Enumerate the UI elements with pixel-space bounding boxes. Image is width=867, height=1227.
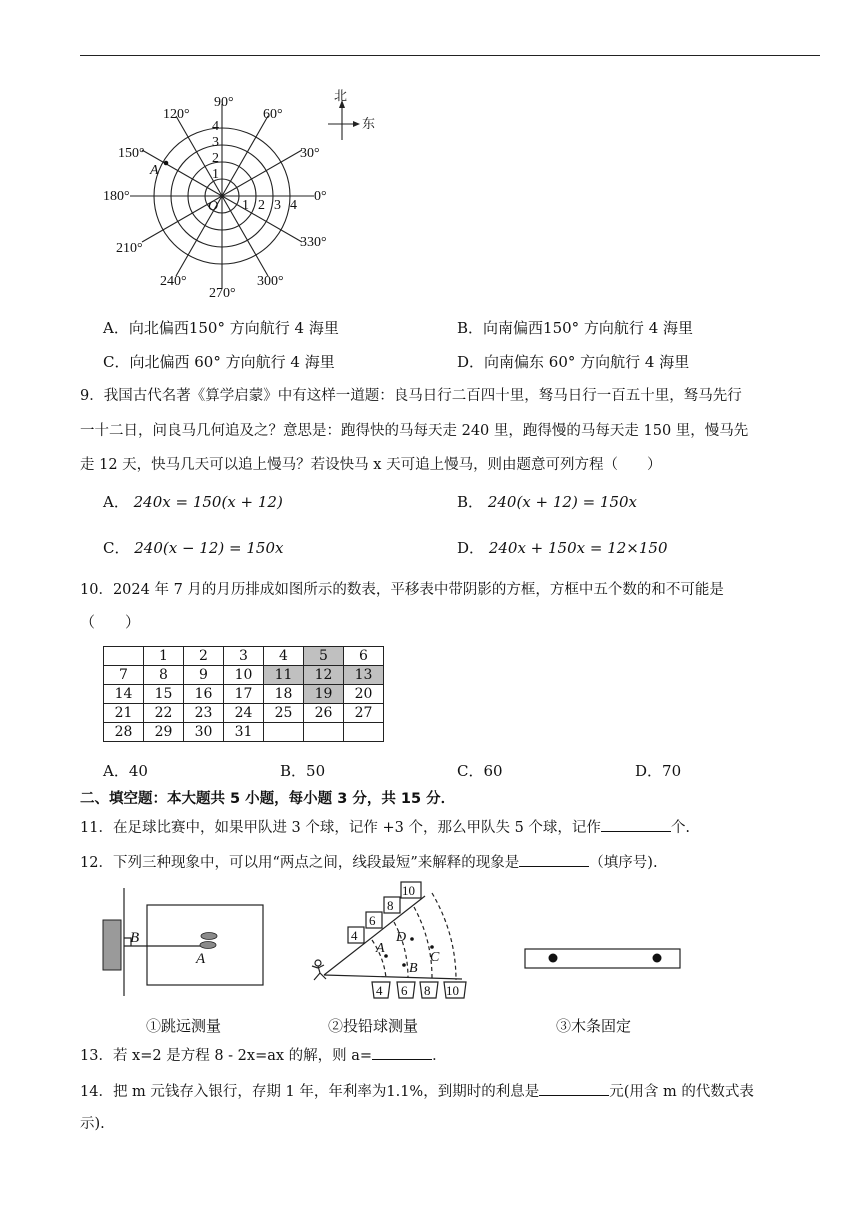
q9-option-a: A． 240x = 150(x + 12) (103, 493, 283, 511)
q8-option-b: B．向南偏西150° 方向航行 4 海里 (457, 319, 694, 337)
q9-line-2: 一十二日，问良马几何追及之？意思是：跑得快的马每天走 240 里，跑得慢的马每天走 150 里，慢马先 (80, 423, 749, 439)
section-heading: 二、填空题：本大题共 5 小题，每小题 3 分，共 15 分． (80, 791, 456, 807)
table-cell: 9 (184, 666, 224, 685)
table-cell: 16 (184, 685, 224, 704)
shot-top-8: 8 (387, 898, 394, 913)
angle-30: 30° (300, 146, 320, 161)
table-cell: 17 (224, 685, 264, 704)
q12-blank (519, 852, 589, 867)
angle-60: 60° (263, 107, 283, 122)
compass-east-label: 东 (362, 116, 376, 131)
q8-option-a: A．向北偏西150° 方向航行 4 海里 (103, 319, 339, 337)
compass-north-label: 北 (334, 88, 348, 103)
q9-option-d: D． 240x + 150x = 12×150 (457, 539, 668, 557)
jump-label-a: A (196, 951, 206, 967)
table-cell-shaded: 5 (304, 647, 344, 666)
q10-option-b: B．50 (280, 762, 326, 780)
table-cell: 25 (264, 704, 304, 723)
q12-figures (95, 878, 695, 1038)
table-cell: 14 (104, 685, 144, 704)
table-cell: 1 (144, 647, 184, 666)
angle-270: 270° (209, 286, 236, 301)
angle-180: 180° (103, 189, 130, 204)
shot-top-4: 4 (351, 928, 358, 943)
q8-option-c: C．向北偏西 60° 方向航行 4 海里 (103, 353, 335, 371)
table-cell (264, 723, 304, 742)
angle-120: 120° (163, 107, 190, 122)
point-a-label: A (150, 163, 159, 178)
shot-point-a: A (376, 941, 385, 956)
q11-text: 11．在足球比赛中，如果甲队进 3 个球，记作 +3 个，那么甲队失 5 个球，记作 个. (80, 817, 690, 838)
shot-bottom-10: 10 (446, 983, 459, 998)
q12-text: 12．下列三种现象中，可以用“两点之间，线段最短”来解释的现象是 （填序号). (80, 852, 658, 873)
table-cell: 23 (184, 704, 224, 723)
angle-210: 210° (116, 241, 143, 256)
table-cell: 18 (264, 685, 304, 704)
table-cell: 3 (224, 647, 264, 666)
shot-point-d: D (396, 930, 407, 945)
origin-label: O (208, 199, 219, 214)
radius-up-1: 1 (212, 167, 219, 182)
table-cell: 15 (144, 685, 184, 704)
radius-up-3: 3 (212, 135, 219, 150)
q9-option-c: C． 240(x − 12) = 150x (103, 539, 284, 557)
caption-shot: ②投铅球测量 (328, 1019, 419, 1035)
table-cell: 4 (264, 647, 304, 666)
table-cell: 28 (104, 723, 144, 742)
table-cell (104, 647, 144, 666)
table-cell: 6 (344, 647, 384, 666)
radius-up-4: 4 (212, 119, 219, 134)
table-cell (344, 723, 384, 742)
q13-blank (372, 1045, 432, 1060)
table-cell: 21 (104, 704, 144, 723)
table-cell: 31 (224, 723, 264, 742)
table-cell-shaded: 12 (304, 666, 344, 685)
table-cell (304, 723, 344, 742)
q9-option-b: B． 240(x + 12) = 150x (457, 493, 637, 511)
radius-right-4: 4 (290, 198, 297, 213)
shot-bottom-4: 4 (376, 983, 383, 998)
q9-line-3: 走 12 天，快马几天可以追上慢马？若设快马 x 天可追上慢马，则由题意可列方程（ ） (80, 457, 662, 473)
table-cell: 26 (304, 704, 344, 723)
radius-up-2: 2 (212, 151, 219, 166)
shot-point-b: B (409, 961, 418, 976)
table-cell: 2 (184, 647, 224, 666)
table-row (104, 647, 384, 666)
table-cell: 24 (224, 704, 264, 723)
q11-blank (601, 817, 671, 832)
shot-point-c: C (430, 950, 440, 965)
table-cell-shaded: 19 (304, 685, 344, 704)
q10-option-c: C．60 (457, 762, 503, 780)
caption-wood: ③木条固定 (556, 1019, 632, 1035)
table-cell: 20 (344, 685, 384, 704)
q14-line-2: 示). (80, 1116, 105, 1132)
table-cell: 29 (144, 723, 184, 742)
angle-150: 150° (118, 146, 145, 161)
table-cell-shaded: 11 (264, 666, 304, 685)
table-cell: 30 (184, 723, 224, 742)
table-row (104, 704, 384, 723)
table-cell: 8 (144, 666, 184, 685)
jump-label-b: B (130, 930, 140, 946)
q13-text: 13．若 x=2 是方程 8 - 2x=ax 的解，则 a= ． (80, 1045, 447, 1066)
calendar-table (103, 646, 384, 742)
angle-240: 240° (160, 274, 187, 289)
table-cell: 22 (144, 704, 184, 723)
table-cell: 27 (344, 704, 384, 723)
table-cell: 10 (224, 666, 264, 685)
shot-top-6: 6 (369, 913, 376, 928)
radius-right-3: 3 (274, 198, 281, 213)
polar-diagram (95, 88, 395, 308)
angle-330: 330° (300, 235, 327, 250)
shot-top-10: 10 (402, 883, 415, 898)
q10-option-a: A．40 (103, 762, 148, 780)
q10-option-d: D．70 (635, 762, 682, 780)
q8-option-d: D．向南偏东 60° 方向航行 4 海里 (457, 353, 690, 371)
table-cell: 7 (104, 666, 144, 685)
shot-bottom-6: 6 (401, 983, 408, 998)
table-row (104, 723, 384, 742)
q9-line-1: 9．我国古代名著《算学启蒙》中有这样一道题：良马日行二百四十里，驽马日行一百五十里，驽马先行 (80, 388, 742, 404)
q14-blank (539, 1081, 609, 1096)
table-row (104, 666, 384, 685)
q10-line-1: 10．2024 年 7 月的月历排成如图所示的数表，平移表中带阴影的方框，方框中五个数的和不可能是 (80, 582, 724, 598)
radius-right-2: 2 (258, 198, 265, 213)
q10-line-2: （ ） (80, 613, 141, 631)
angle-0: 0° (314, 189, 327, 204)
angle-300: 300° (257, 274, 284, 289)
q14-text: 14．把 m 元钱存入银行，存期 1 年，年利率为1.1%，到期时的利息是 元(用含 m 的代数式表 (80, 1081, 754, 1102)
table-cell-shaded: 13 (344, 666, 384, 685)
table-row (104, 685, 384, 704)
caption-jump: ①跳远测量 (146, 1019, 222, 1035)
radius-right-1: 1 (242, 198, 249, 213)
header-rule (80, 55, 820, 56)
shot-bottom-8: 8 (424, 983, 431, 998)
angle-90: 90° (214, 95, 234, 110)
